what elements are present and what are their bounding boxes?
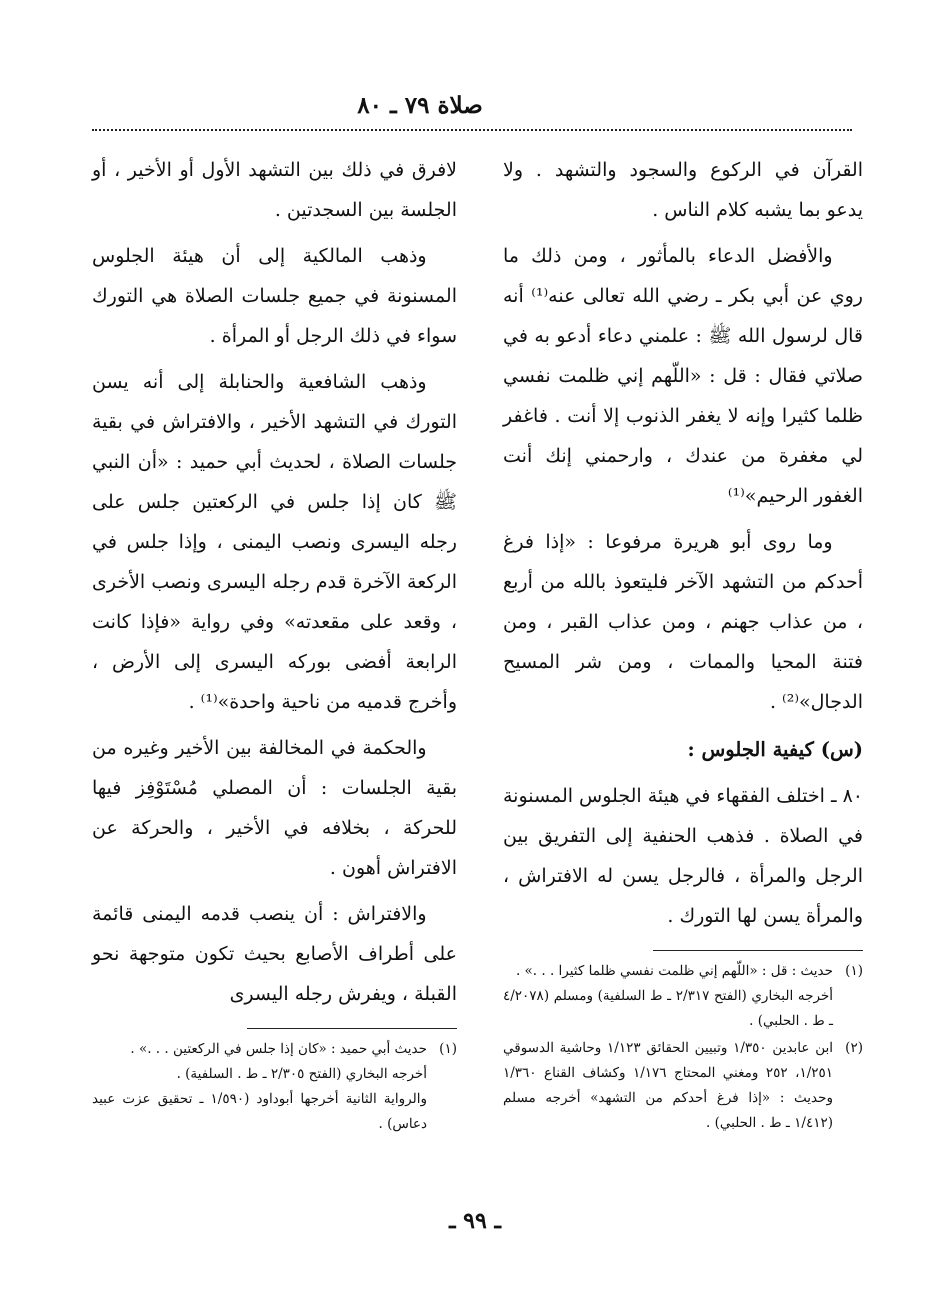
footnote — [92, 1037, 457, 1137]
footnotes — [503, 959, 863, 1136]
footnote — [503, 959, 863, 1034]
paragraph: وذهب الشافعية والحنابلة إلى أنه يسن التورك في التشهد الأخير ، والافتراش في بقية جلسات الصلاة ، لحديث أبي حميد : «أن النبي ﷺ كان إذا جلس في الركعتين جلس على رجله اليسرى ونصب اليمنى ، وإذا جلس في الركعة الآخرة قدم رجله اليسرى ونصب الأخرى ، وقعد على مقعدته» وفي رواية «فإذا كانت الرابعة أفضى بوركه اليسرى إلى الأرض ، وأخرج قدميه من ناحية واحدة»⁽¹⁾ . — [92, 371, 457, 713]
footnote-number: (١) — [439, 1041, 457, 1057]
footnote-line: أخرجه البخاري (الفتح ٢/٣١٧ ـ ط السلفية) ومسلم (٤/٢٠٧٨ ـ ط . الحلبي) . — [503, 988, 833, 1029]
paragraph: وذهب المالكية إلى أن هيئة الجلوس المسنونة في جميع جلسات الصلاة هي التورك سواء في ذلك الرجل أو المرأة . — [92, 245, 457, 347]
paragraph: والأفضل الدعاء بالمأثور ، ومن ذلك ما روي عن أبي بكر ـ رضي الله تعالى عنه⁽¹⁾ أنه قال لرسول الله ﷺ : علمني دعاء أدعو به في صلاتي فقال : قل : «اللّهم إني ظلمت نفسي ظلما كثيرا وإنه لا يغفر الذنوب إلا أنت . فاغفر لي مغفرة من عندك ، وارحمني إنك أنت الغفور الرحيم»⁽¹⁾ — [503, 245, 863, 507]
header-dotted-rule — [92, 129, 852, 131]
footnote-number: (٢) — [845, 1040, 863, 1056]
footnotes — [92, 1037, 457, 1137]
footnote-divider — [653, 950, 863, 951]
paragraph: والافتراش : أن ينصب قدمه اليمنى قائمة على أطراف الأصابع بحيث تكون متوجهة نحو القبلة ، ويفرش رجله اليسرى — [92, 903, 457, 1005]
footnote — [503, 1036, 863, 1136]
footnote-number: (١) — [845, 963, 863, 979]
section-number: ٨٠ ـ — [830, 785, 863, 807]
footnote-line: حديث : قل : «اللّهم إني ظلمت نفسي ظلما كثيرا . . .» . — [515, 963, 833, 979]
section-paragraph — [503, 776, 863, 936]
section-heading: (س) كيفية الجلوس : — [687, 738, 863, 761]
running-header: صلاة ٧٩ ـ ٨٠ — [357, 92, 483, 119]
footnote-line: حديث أبي حميد : «كان إذا جلس في الركعتين . . .» . — [130, 1041, 427, 1057]
paragraph: والحكمة في المخالفة بين الأخير وغيره من بقية الجلسات : أن المصلي مُسْتَوْفِز فيها للحركة ، بخلافه في الأخير ، والحركة عن الافتراش أهون . — [92, 737, 457, 879]
footnote-divider — [247, 1028, 457, 1029]
footnote-line: والرواية الثانية أخرجها أبوداود (١/٥٩٠ ـ تحقيق عزت عبيد دعاس) . — [92, 1091, 427, 1132]
paragraph: لافرق في ذلك بين التشهد الأول أو الأخير ، أو الجلسة بين السجدتين . — [92, 159, 457, 221]
right-column — [503, 150, 863, 1138]
left-column — [92, 150, 457, 1139]
paragraph: القرآن في الركوع والسجود والتشهد . ولا يدعو بما يشبه كلام الناس . — [503, 159, 863, 221]
paragraph: وما روى أبو هريرة مرفوعا : «إذا فرغ أحدكم من التشهد الآخر فليتعوذ بالله من أربع ، من عذاب جهنم ، ومن عذاب القبر ، ومن فتنة المحيا والممات ، ومن شر المسيح الدجال»⁽²⁾ . — [503, 531, 863, 713]
section-text: اختلف الفقهاء في هيئة الجلوس المسنونة في الصلاة . فذهب الحنفية إلى التفريق بين الرجل والمرأة ، فالرجل يسن له الافتراش ، والمرأة يسن لها التورك . — [502, 785, 863, 927]
footnote-line: أخرجه البخاري (الفتح ٢/٣٠٥ ـ ط . السلفية) . — [176, 1066, 427, 1082]
page-number: ـ ٩٩ ـ — [449, 1208, 501, 1234]
footnote-line: ابن عابدين ١/٣٥٠ وتبيين الحقائق ١/١٢٣ وحاشية الدسوقي ١/٢٥١، ٢٥٢ ومغني المحتاج ١/١٧٦ وكشاف القناع ١/٣٦٠ وحديث : «إذا فرغ أحدكم من التشهد» أخرجه مسلم (١/٤١٢ ـ ط . الحلبي) . — [503, 1040, 833, 1131]
